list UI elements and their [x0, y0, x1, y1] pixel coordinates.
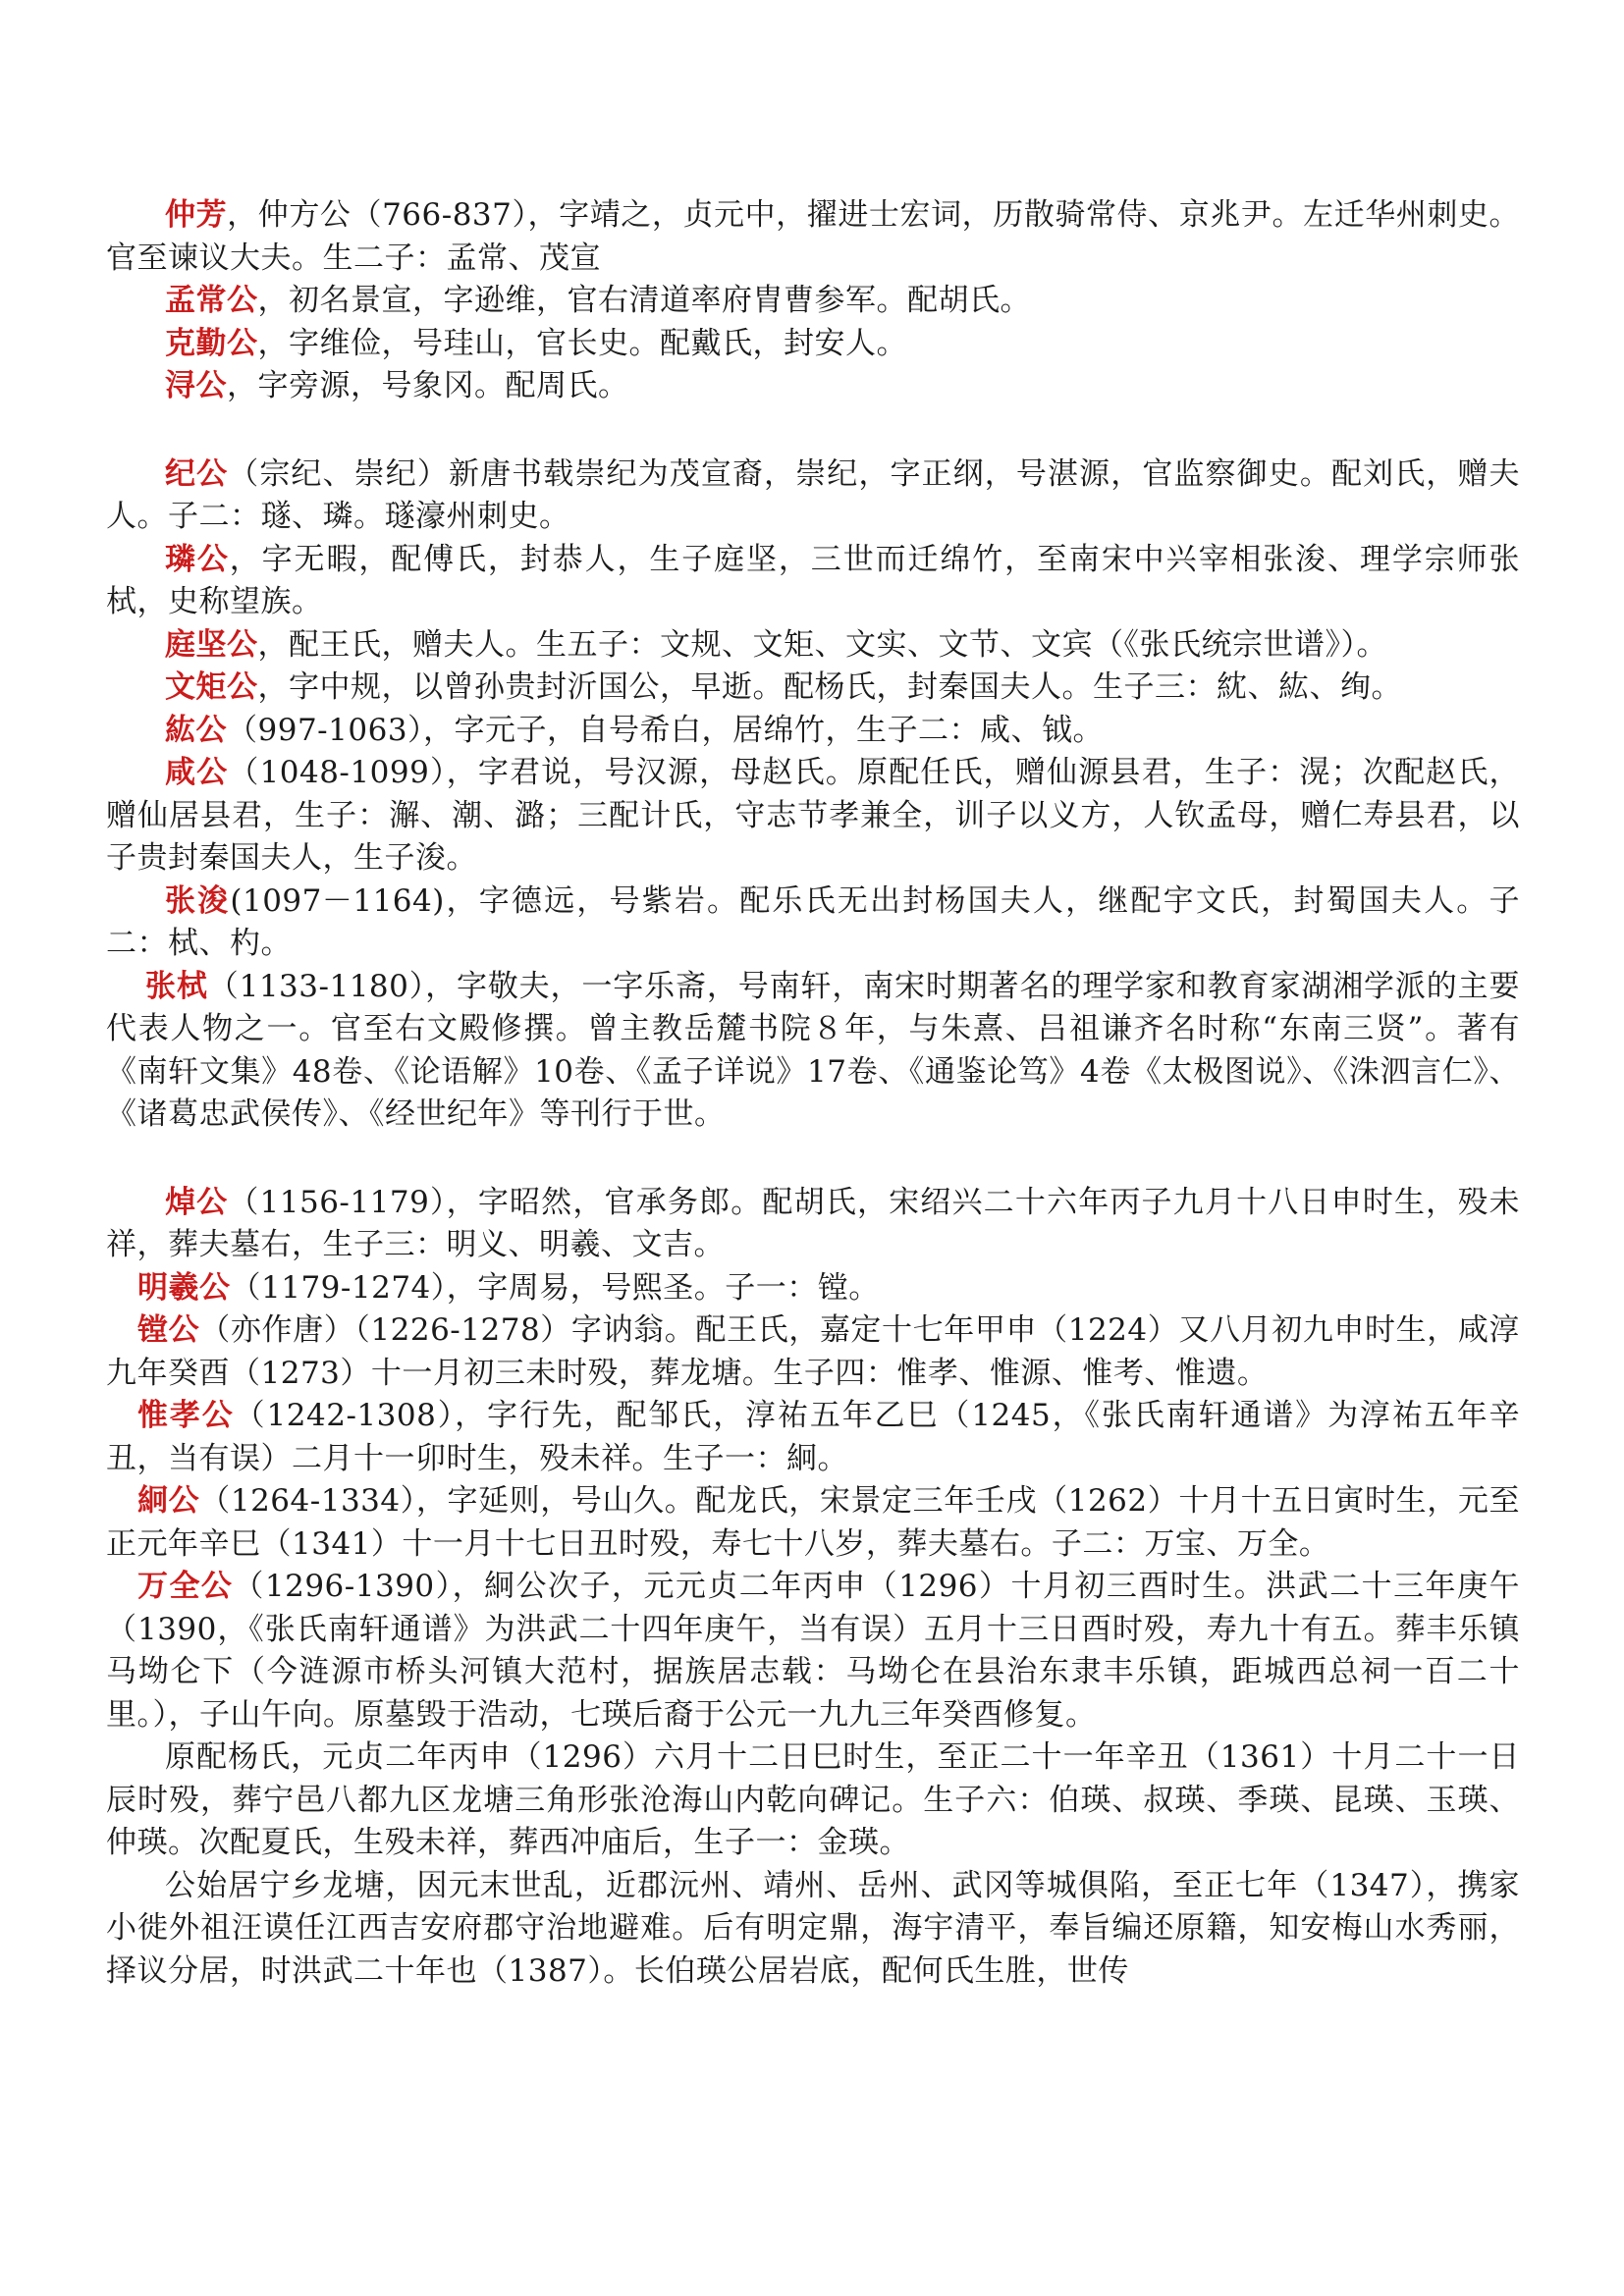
entry-text: （亦作唐）（1226-1278）字讷翁。配王氏，嘉定十七年甲申（1224）又八月初九申时生，咸淳九年癸酉（1273）十一月初三未时殁，葬龙塘。生子四：惟孝、惟源、惟考、惟遗。	[106, 1312, 1520, 1391]
person-name: 紘公	[165, 712, 227, 748]
entry-mingxi	[106, 1267, 1520, 1310]
person-name: 文矩公	[165, 669, 258, 705]
entry-text: ，仲方公（766-837），字靖之，贞元中，擢进士宏词，历散骑常侍、京兆尹。左迁华州刺史。官至谏议大夫。生二子：孟常、茂宣	[106, 197, 1521, 276]
person-name: 焯公	[165, 1184, 229, 1220]
entry-text: 公始居宁乡龙塘，因元末世乱，近郡沅州、靖州、岳州、武冈等城俱陷，至正七年（1347），携家小徙外祖汪谟任江西吉安府郡守治地避难。后有明定鼎，海宇清平，奉旨编还原籍，知安梅山水秀丽，择议分居，时洪武二十年也（1387）。长伯瑛公居岩底，配何氏生胜，世传	[106, 1867, 1520, 1989]
entry-zhuo	[106, 1182, 1520, 1267]
entry-text: （997-1063），字元子，自号希白，居绵竹，生子二：咸、钺。	[227, 712, 1105, 748]
person-name: 孟常公	[165, 283, 258, 318]
entry-text: ，初名景宣，字逊维，官右清道率府胄曹参军。配胡氏。	[257, 283, 1031, 318]
person-name: 万全公	[137, 1569, 234, 1604]
person-name: 明羲公	[137, 1269, 231, 1306]
entry-zhangshi	[106, 966, 1520, 1137]
page-body	[106, 194, 1520, 1993]
entry-text: ，字无暇，配傅氏，封恭人，生子庭坚，三世而迁绵竹，至南宋中兴宰相张浚、理学宗师张栻，史称望族。	[106, 541, 1520, 619]
entry-text: ，字维俭，号珪山，官长史。配戴氏，封安人。	[257, 325, 907, 361]
entry-hong	[106, 710, 1520, 753]
entry-mengchang	[106, 280, 1520, 323]
person-name: 仲芳	[165, 197, 228, 233]
person-name: 张浚	[165, 882, 231, 919]
entry-text: (1097－1164)，字德远，号紫岩。配乐氏无出封杨国夫人，继配宇文氏，封蜀国夫人。子二：栻、杓。	[106, 882, 1520, 961]
entry-wanquan	[106, 1566, 1520, 1736]
person-name: 克勤公	[165, 325, 258, 361]
entry-text: （1133-1180），字敬夫，一字乐斋，号南轩，南宋时期著名的理学家和教育家湖湘学派的主要代表人物之一。官至右文殿修撰。曾主教岳麓书院８年，与朱熹、吕祖谦齐名时称“东南三贤”。著有《南轩文集》48卷、《论语解》10卷、《孟子详说》17卷、《通鉴论笃》4卷《太极图说》、《洙泗言仁》、《诸葛忠武侯传》、《经世纪年》等刊行于世。	[106, 968, 1520, 1132]
entry-text: （1242-1308），字行先，配邹氏，淳祐五年乙巳（1245，《张氏南轩通谱》为淳祐五年辛丑，当有误）二月十一卯时生，殁未祥。生子一：絅。	[106, 1398, 1521, 1476]
entry-lin	[106, 539, 1520, 624]
section-gap	[106, 408, 1520, 454]
entry-yuanpei	[106, 1736, 1520, 1865]
entry-text: （宗纪、崇纪）新唐书载崇纪为茂宣裔，崇纪，字正纲，号湛源，官监察御史。配刘氏，赠夫人。子二：璲、璘。璲濠州刺史。	[106, 455, 1521, 534]
entry-xian	[106, 752, 1520, 881]
person-name: 惟孝公	[137, 1398, 235, 1433]
person-name: 絅公	[137, 1483, 200, 1519]
person-name: 张栻	[145, 968, 208, 1004]
entry-keqin	[106, 323, 1520, 366]
entry-text: ，字旁源，号象冈。配周氏。	[227, 368, 629, 403]
entry-weixiao	[106, 1395, 1520, 1480]
entry-text: （1048-1099），字君说，号汉源，母赵氏。原配任氏，赠仙源县君，生子：滉；次配赵氏，赠仙居县君，生子：澥、潮、潞；三配计氏，守志节孝兼全，训子以义方，人钦孟母，赠仁寿县君，以子贵封秦国夫人，生子浚。	[106, 755, 1520, 876]
entry-text: （1296-1390），絅公次子，元元贞二年丙申（1296）十月初三酉时生。洪武二十三年庚午（1390，《张氏南轩通谱》为洪武二十四年庚午，当有误）五月十三日酉时殁，寿九十有五。葬丰乐镇马坳仑下（今涟源市桥头河镇大范村，据族居志载：马坳仑在县治东隶丰乐镇，距城西总祠一百二十里。），子山午向。原墓毁于浩动，七瑛后裔于公元一九九三年癸酉修复。	[106, 1569, 1520, 1733]
entry-text: （1179-1274），字周易，号熙圣。子一：镗。	[230, 1269, 880, 1306]
entry-tingjian	[106, 624, 1520, 667]
entry-zhangjun	[106, 881, 1520, 966]
entry-shiju	[106, 1865, 1520, 1994]
person-name: 庭坚公	[165, 626, 258, 663]
entry-text: （1156-1179），字昭然，官承务郎。配胡氏，宋绍兴二十六年丙子九月十八日申时生，殁未祥，葬夫墓右，生子三：明义、明羲、文吉。	[106, 1184, 1520, 1262]
person-name: 镗公	[137, 1312, 200, 1348]
entry-text: 原配杨氏，元贞二年丙申（1296）六月十二日巳时生，至正二十一年辛丑（1361）十月二十一日辰时殁，葬宁邑八都九区龙塘三角形张沧海山内乾向碑记。生子六：伯瑛、叔瑛、季瑛、昆瑛、玉瑛、仲瑛。次配夏氏，生殁未祥，葬西冲庙后，生子一：金瑛。	[106, 1739, 1520, 1860]
section-gap	[106, 1137, 1520, 1182]
entry-xun	[106, 365, 1520, 408]
person-name: 纪公	[165, 455, 229, 492]
person-name: 璘公	[165, 541, 230, 577]
entry-text: （1264-1334），字延则，号山久。配龙氏，宋景定三年壬戌（1262）十月十五日寅时生，元至正元年辛巳（1341）十一月十七日丑时殁，寿七十八岁，葬夫墓右。子二：万宝、万全。	[106, 1483, 1520, 1562]
entry-wenju	[106, 667, 1520, 710]
entry-jiong	[106, 1480, 1520, 1566]
entry-text: ，配王氏，赠夫人。生五子：文规、文矩、文实、文节、文宾（《张氏统宗世谱》）。	[257, 626, 1387, 663]
entry-ji	[106, 454, 1520, 539]
person-name: 咸公	[165, 755, 229, 790]
person-name: 浔公	[165, 368, 227, 403]
entry-text: ，字中规，以曾孙贵封沂国公，早逝。配杨氏，封秦国夫人。生子三：紞、紘、绚。	[257, 669, 1402, 705]
entry-zhongfang	[106, 194, 1520, 280]
entry-tang	[106, 1309, 1520, 1395]
